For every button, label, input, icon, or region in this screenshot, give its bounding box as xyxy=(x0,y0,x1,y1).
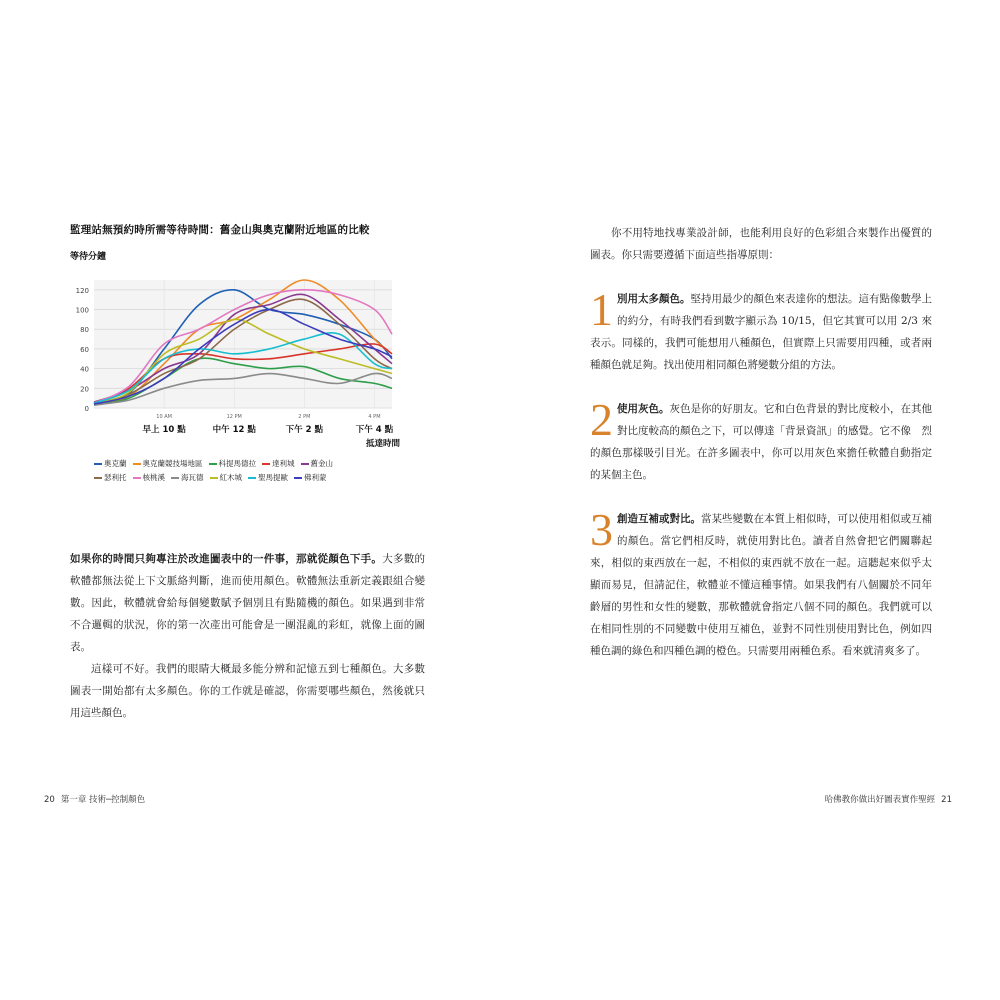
x-tick-label-small: 2 PM xyxy=(298,414,311,420)
tip-heading: 創造互補或對比。 xyxy=(617,513,701,525)
footer-right xyxy=(825,793,958,805)
legend-item xyxy=(262,458,295,469)
x-tick-label-small: 10 AM xyxy=(156,414,172,420)
x-tick-label-large: 中午 12 點 xyxy=(212,425,256,435)
legend-item xyxy=(210,472,243,483)
page-number-right: 21 xyxy=(941,795,952,805)
y-tick-label: 0 xyxy=(84,405,89,413)
tip-body: 當某些變數在本質上相似時，可以使用相似或互補的顏色。當它們相反時，就使用對比色。讀者自然會把它們關聯起來，相似的東西放在一起，不相似的東西就不放在一起。這聽起來似乎太顯而易見，但請記住，軟體並不懂這種事情。如果我們有八個關於不同年齡層的男性和女性的變數，那軟體就會指定八個不同的顏色。我們就可以在相同性別的不同變數中使用互補色，並對不同性別使用對比色，例如四種色調的綠色和四種色調的橙色。只需要用兩種色系。看來就清爽多了。 xyxy=(590,513,932,657)
y-tick-label: 20 xyxy=(80,385,89,394)
legend-label: 達利城 xyxy=(272,459,295,468)
legend-row xyxy=(94,472,414,483)
legend-label: 舊金山 xyxy=(310,459,333,468)
x-tick-label-small: 12 PM xyxy=(226,414,242,420)
y-tick-label: 60 xyxy=(80,345,89,354)
legend-item xyxy=(294,472,327,483)
legend-item xyxy=(133,458,203,469)
x-tick-label-large: 下午 2 點 xyxy=(285,425,324,435)
legend-label: 海瓦德 xyxy=(181,473,204,482)
page-number-left: 20 xyxy=(44,795,55,805)
chart-ylabel: 等待分鐘 xyxy=(70,252,107,262)
legend-label: 紅木城 xyxy=(219,473,242,482)
legend-label: 奧克蘭 xyxy=(104,459,127,468)
legend-item xyxy=(94,458,127,469)
book-title: 哈佛教你做出好圖表實作聖經 xyxy=(824,795,936,805)
tip-heading: 使用灰色。 xyxy=(617,403,670,415)
tip-body: 灰色是你的好朋友。它和白色背景的對比度較小，在其他對比度較高的顏色之下，可以傳達「背景資訊」的感覺。它不像 烈的顏色那樣吸引目光。在許多圖表中，你可以用灰色來擔任軟體自動指定的某個主色。 xyxy=(590,403,932,481)
chart-legend xyxy=(94,458,414,486)
legend-swatch xyxy=(248,477,256,479)
tip-heading: 別用太多顏色。 xyxy=(617,293,691,305)
left-paragraph-1: 大多數的軟體都無法從上下文脈絡判斷，進而使用顏色。軟體無法重新定義跟組合變數。因此，軟體就會給每個變數賦予個別且有點隨機的顏色。如果遇到非常不合邏輯的狀況，你的第一次產出可能會是一團混亂的彩虹，就像上面的圖表。 xyxy=(70,553,425,653)
right-body-text xyxy=(590,222,932,662)
chapter-title: 第一章 技術─控制顏色 xyxy=(60,795,146,805)
chart-figure xyxy=(70,222,410,482)
legend-swatch xyxy=(171,477,179,479)
legend-label: 聖馬提歐 xyxy=(258,473,288,482)
tip-number: 2 xyxy=(590,394,613,445)
left-paragraph-2: 這樣可不好。我們的眼睛大概最多能分辨和記憶五到七種顏色。大多數圖表一開始都有太多顏色。你的工作就是確認，你需要哪些顏色，然後就只用這些顏色。 xyxy=(70,663,425,719)
tip-number: 3 xyxy=(590,504,613,555)
legend-swatch xyxy=(210,477,218,479)
legend-swatch xyxy=(301,463,309,465)
y-tick-label: 120 xyxy=(75,286,89,295)
line-chart xyxy=(70,274,410,454)
legend-item xyxy=(301,458,334,469)
legend-item xyxy=(171,472,204,483)
y-tick-label: 40 xyxy=(80,365,89,374)
tip-2 xyxy=(590,394,932,486)
tip-number: 1 xyxy=(590,284,613,335)
legend-label: 科提馬德拉 xyxy=(218,459,256,468)
legend-item xyxy=(248,472,288,483)
chart-title: 監理站無預約時所需等待時間：舊金山與奧克蘭附近地區的比較 xyxy=(70,224,370,236)
right-intro: 你不用特地找專業設計師，也能利用良好的色彩組合來製作出優質的圖表。你只需要遵循下面這些指導原則： xyxy=(590,227,932,261)
legend-swatch xyxy=(133,463,141,465)
tip-body: 堅持用最少的顏色來表達你的想法。這有點像數學上的約分，有時我們看到數字顯示為 10/15，但它其實可以用 2/3 來表示。同樣的，我們可能想用八種顏色，但實際上只需要用四種，或者兩種顏色就足夠。找出使用相同顏色將變數分組的方法。 xyxy=(590,293,932,371)
legend-item xyxy=(94,472,127,483)
legend-label: 佛利蒙 xyxy=(304,473,327,482)
x-tick-label-small: 4 PM xyxy=(368,414,381,420)
legend-label: 奧克蘭競技場地區 xyxy=(142,459,203,468)
lead-sentence: 如果你的時間只夠專注於改進圖表中的一件事，那就從顏色下手。 xyxy=(70,553,383,565)
left-body-text xyxy=(70,548,425,724)
legend-swatch xyxy=(94,477,102,479)
x-tick-label-large: 下午 4 點 xyxy=(355,425,394,435)
x-tick-label-large: 早上 10 點 xyxy=(142,425,186,435)
legend-swatch xyxy=(133,477,141,479)
legend-swatch xyxy=(209,463,217,465)
legend-item xyxy=(133,472,166,483)
legend-item xyxy=(209,458,257,469)
legend-row xyxy=(94,458,414,469)
tip-1 xyxy=(590,284,932,376)
legend-swatch xyxy=(294,477,302,479)
legend-label: 核桃溪 xyxy=(142,473,165,482)
footer-left xyxy=(44,793,151,805)
legend-swatch xyxy=(94,463,102,465)
y-tick-label: 100 xyxy=(75,306,89,315)
legend-label: 瑟利托 xyxy=(104,473,127,482)
tip-3 xyxy=(590,504,932,662)
legend-swatch xyxy=(262,463,270,465)
y-tick-label: 80 xyxy=(80,326,89,335)
x-axis-label: 抵達時間 xyxy=(365,439,400,449)
